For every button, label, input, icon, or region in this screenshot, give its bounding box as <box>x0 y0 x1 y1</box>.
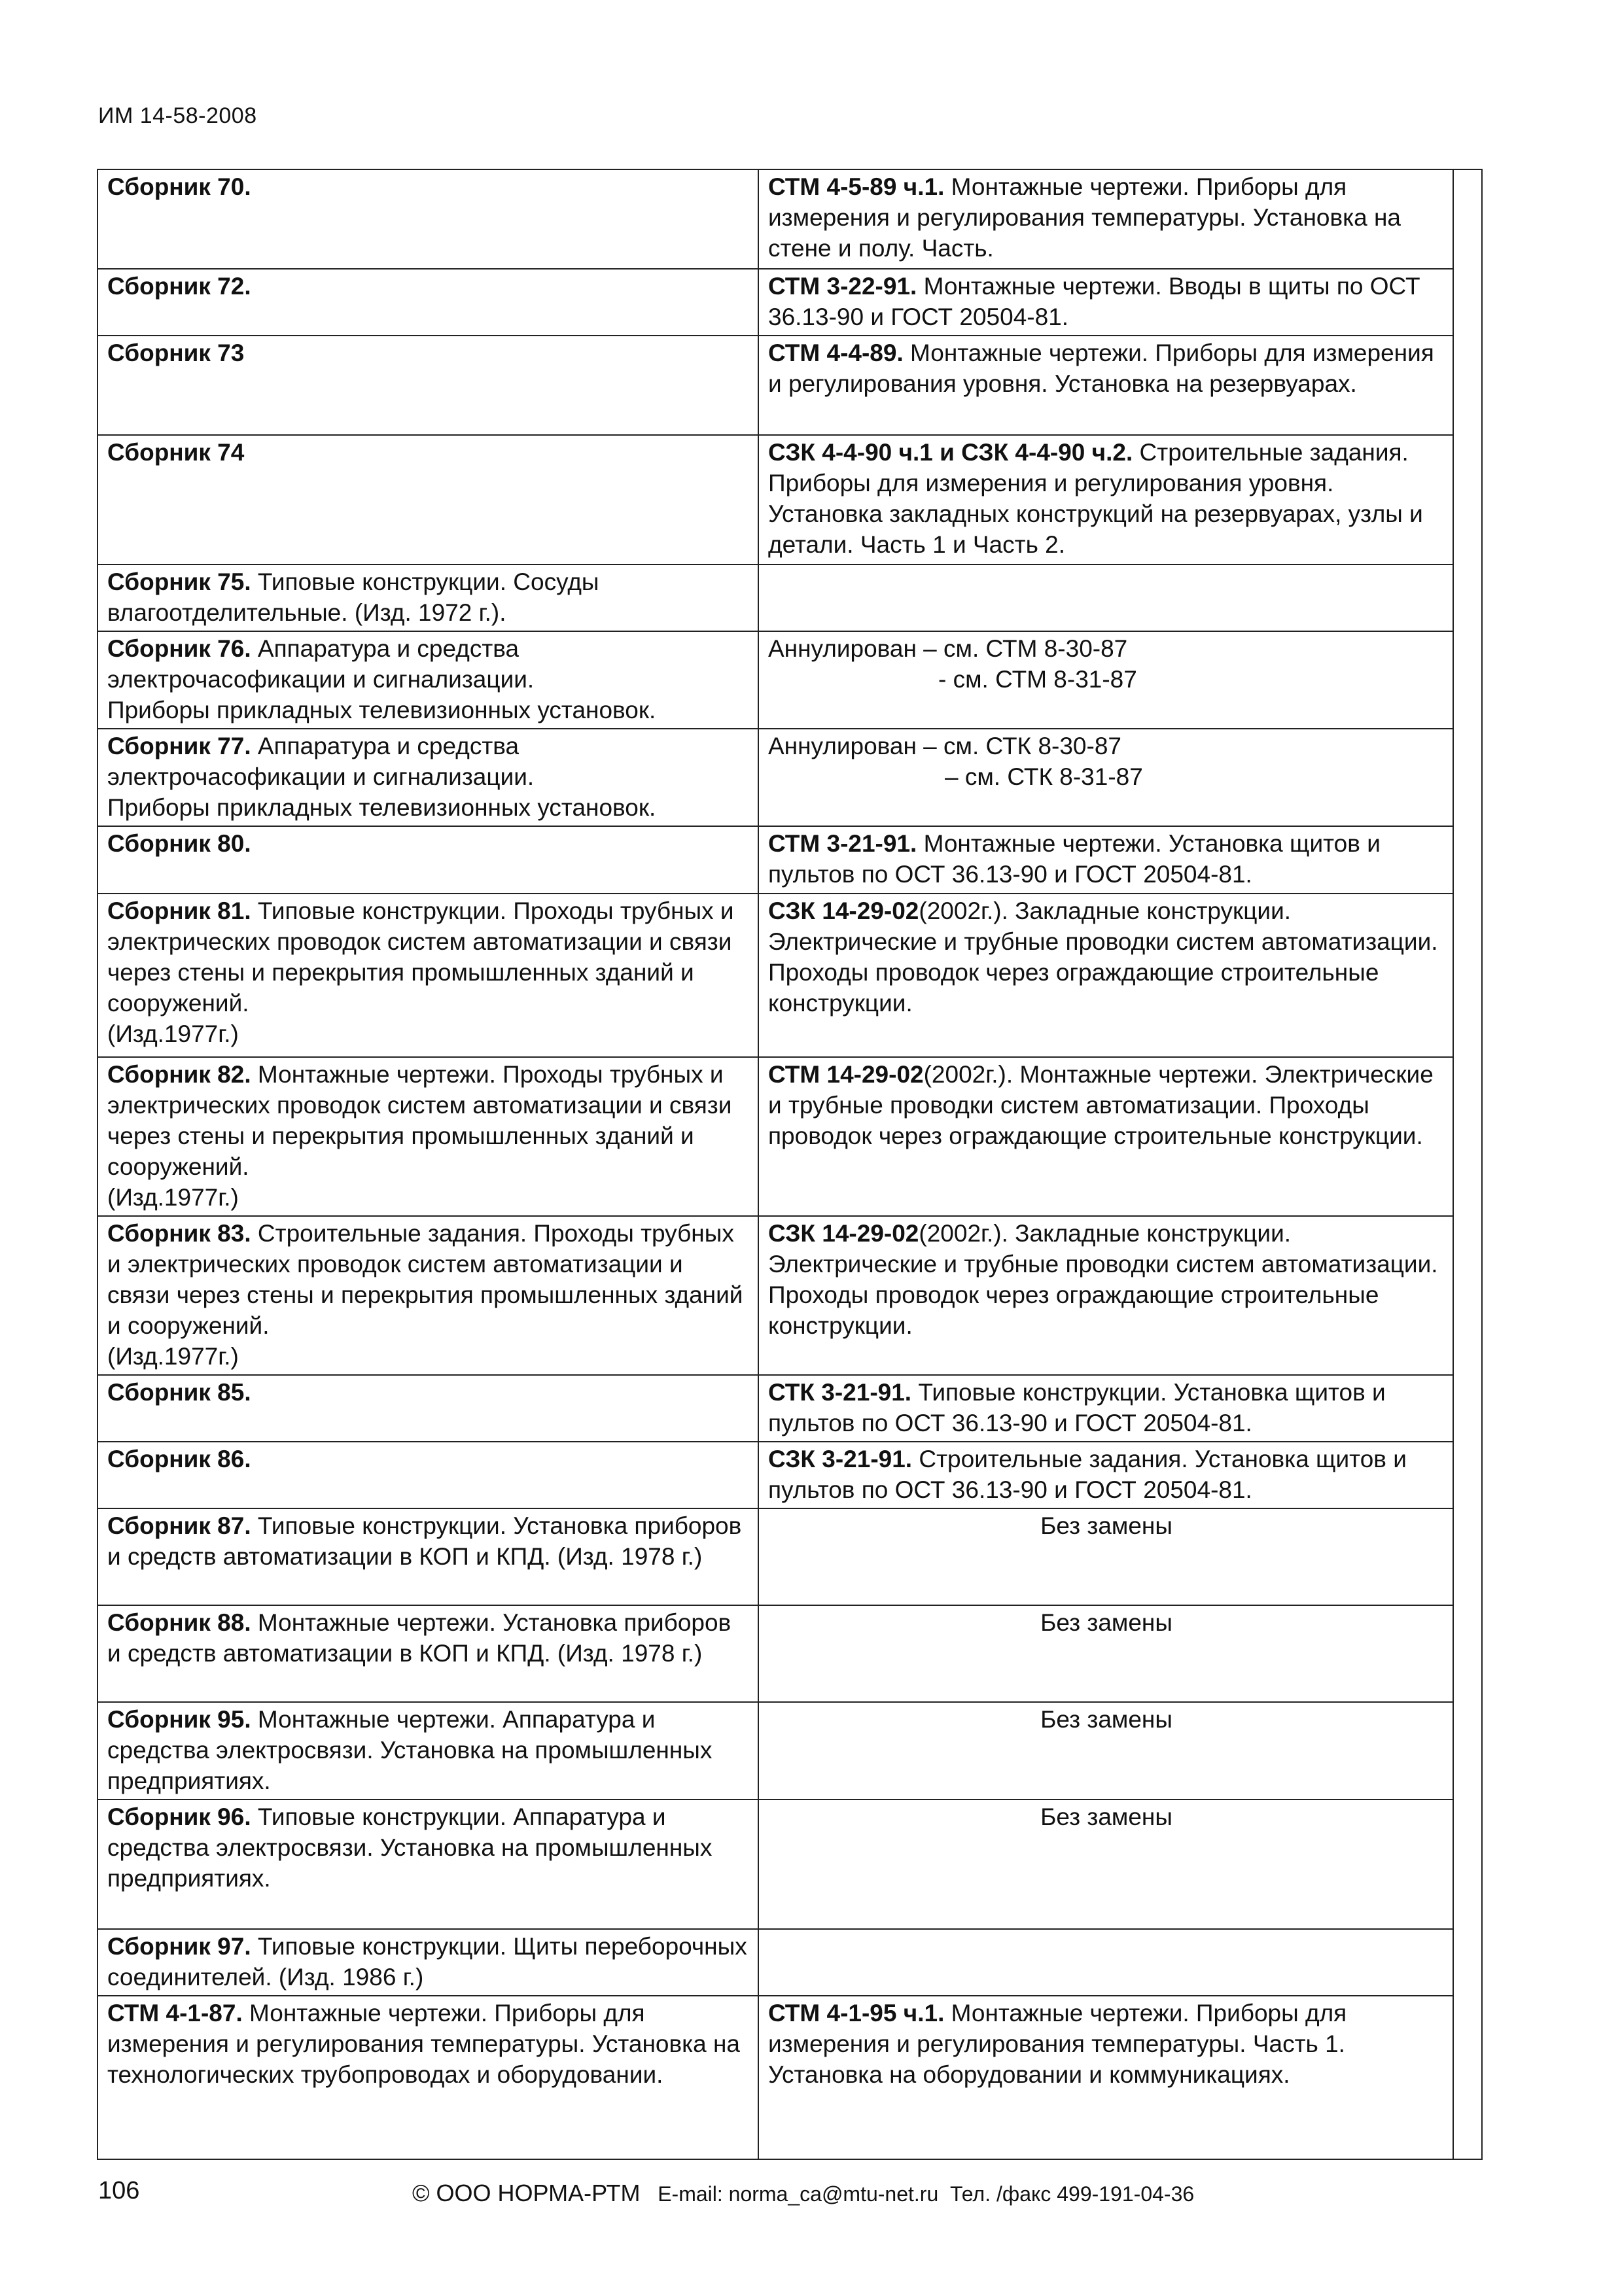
old-document-cell <box>97 1800 758 1929</box>
old-document-label: Сборник 75. <box>107 568 251 595</box>
old-document-label: Сборник 77. <box>107 733 251 759</box>
old-document-cell <box>97 1996 758 2159</box>
table-row <box>97 1057 1482 1216</box>
table-row <box>97 565 1482 631</box>
new-document-cell <box>758 894 1453 1057</box>
old-document-cell <box>97 1442 758 1508</box>
document-code: ИМ 14-58-2008 <box>98 103 257 128</box>
annulled-line: - см. СТМ 8-31-87 <box>938 666 1137 693</box>
table-row <box>97 1702 1482 1800</box>
old-document-text: Строительные задания. Проходы трубных и электрических проводок систем автоматизации и связи через стены и перекрытия промышленных зданий и сооружений. <box>107 1220 743 1339</box>
no-replacement-text: Без замены <box>1040 1512 1172 1539</box>
new-document-text: Монтажные чертежи. Приборы для измерения и регулирования температуры. Часть 1. Установка на оборудовании и коммуникациях. <box>768 2000 1347 2088</box>
page-number: 106 <box>98 2177 140 2204</box>
table-row <box>97 1442 1482 1508</box>
old-document-text: Типовые конструкции. Щиты переборочных соединителей. (Изд. 1986 г.) <box>107 1933 747 1991</box>
new-document-cell <box>758 729 1453 826</box>
old-document-label: Сборник 96. <box>107 1803 251 1830</box>
new-document-label: СЗК 4-4-90 ч.1 и СЗК 4-4-90 ч.2. <box>768 439 1133 466</box>
old-document-cell <box>97 729 758 826</box>
old-document-label: Сборник 72. <box>107 273 251 300</box>
new-document-cell <box>758 435 1453 565</box>
new-document-cell <box>758 1057 1453 1216</box>
old-document-cell <box>97 826 758 894</box>
new-document-label: СЗК 14-29-02 <box>768 1220 919 1247</box>
old-document-label: Сборник 95. <box>107 1706 251 1733</box>
new-document-text: Монтажные чертежи. Приборы для измерения и регулирования температуры. Установка на стене и полу. Часть. <box>768 173 1401 262</box>
old-document-label: Сборник 97. <box>107 1933 251 1960</box>
new-document-cell <box>758 1605 1453 1702</box>
old-document-text: Типовые конструкции. Проходы трубных и электрических проводок систем автоматизации и связи через стены и перекрытия промышленных зданий и сооружений. <box>107 897 734 1017</box>
table-row <box>97 435 1482 565</box>
old-document-label: Сборник 88. <box>107 1609 251 1636</box>
new-document-cell <box>758 631 1453 729</box>
old-document-cell <box>97 894 758 1057</box>
new-document-cell <box>758 1929 1453 1996</box>
new-document-text: Строительные задания. Установка щитов и пультов по ОСТ 36.13-90 и ГОСТ 20504-81. <box>768 1446 1407 1503</box>
old-document-text: Монтажные чертежи. Аппаратура и средства электросвязи. Установка на промышленных предприятиях. <box>107 1706 713 1794</box>
old-document-extra: (Изд.1977г.) <box>107 1184 239 1211</box>
new-document-text: Монтажные чертежи. Вводы в щиты по ОСТ 36.13-90 и ГОСТ 20504-81. <box>768 273 1420 330</box>
new-document-cell <box>758 336 1453 435</box>
new-document-text: Монтажные чертежи. Приборы для измерения и регулирования уровня. Установка на резервуарах. <box>768 339 1434 397</box>
new-document-text: Монтажные чертежи. Установка щитов и пультов по ОСТ 36.13-90 и ГОСТ 20504-81. <box>768 830 1381 888</box>
old-document-text: Монтажные чертежи. Проходы трубных и электрических проводок систем автоматизации и связи через стены и перекрытия промышленных зданий и сооружений. <box>107 1061 732 1180</box>
new-document-label: СТМ 14-29-02 <box>768 1061 924 1088</box>
old-document-label: Сборник 80. <box>107 830 251 857</box>
copyright: © ООО НОРМА-РТМ <box>412 2180 641 2206</box>
table-row <box>97 336 1482 435</box>
old-document-cell <box>97 1508 758 1605</box>
table-row <box>97 1800 1482 1929</box>
table-row <box>97 169 1482 269</box>
table-row <box>97 1375 1482 1442</box>
old-document-text: Типовые конструкции. Сосуды влагоотделительные. (Изд. 1972 г.). <box>107 568 599 626</box>
old-document-label: Сборник 76. <box>107 635 251 662</box>
old-document-label: Сборник 82. <box>107 1061 251 1088</box>
new-document-label: СЗК 14-29-02 <box>768 897 919 924</box>
old-document-text: Типовые конструкции. Аппаратура и средства электросвязи. Установка на промышленных предприятиях. <box>107 1803 713 1892</box>
extra-cell <box>1453 169 1482 2159</box>
new-document-cell <box>758 1996 1453 2159</box>
new-document-cell <box>758 1508 1453 1605</box>
new-document-cell <box>758 269 1453 336</box>
footer-email: E-mail: norma_ca@mtu-net.ru <box>658 2182 939 2206</box>
new-document-cell <box>758 1800 1453 1929</box>
new-document-cell <box>758 826 1453 894</box>
old-document-label: Сборник 83. <box>107 1220 251 1247</box>
annulled-line: – см. СТК 8-31-87 <box>945 763 1143 790</box>
old-document-cell <box>97 565 758 631</box>
old-document-extra: (Изд.1977г.) <box>107 1020 239 1047</box>
table-row <box>97 631 1482 729</box>
footer-phone: Тел. /факс 499-191-04-36 <box>950 2182 1195 2206</box>
new-document-cell <box>758 1375 1453 1442</box>
old-document-cell <box>97 435 758 565</box>
new-document-label: СТМ 4-4-89. <box>768 339 904 366</box>
replacement-table <box>97 169 1483 2160</box>
table-row <box>97 826 1482 894</box>
new-document-label: СТМ 3-21-91. <box>768 830 917 857</box>
table-row <box>97 1508 1482 1605</box>
old-document-extra: Приборы прикладных телевизионных установок. <box>107 697 656 723</box>
no-replacement-text: Без замены <box>1040 1706 1172 1733</box>
new-document-text: Строительные задания. Приборы для измерения и регулирования уровня. Установка закладных конструкций на резервуарах, узлы и детали. Часть 1 и Часть 2. <box>768 439 1423 558</box>
no-replacement-text: Без замены <box>1040 1609 1172 1636</box>
table-row <box>97 729 1482 826</box>
new-document-text: (2002г.). Монтажные чертежи. Электрические и трубные проводки систем автоматизации. Проходы проводок через ограждающие строительные конструкции. <box>768 1061 1434 1149</box>
old-document-text: Типовые конструкции. Установка приборов и средств автоматизации в КОП и КПД. (Изд. 1978 г.) <box>107 1512 742 1570</box>
old-document-label: Сборник 85. <box>107 1379 251 1406</box>
old-document-label: СТМ 4-1-87. <box>107 2000 243 2026</box>
new-document-cell <box>758 1216 1453 1375</box>
old-document-cell <box>97 269 758 336</box>
old-document-cell <box>97 1216 758 1375</box>
old-document-cell <box>97 1605 758 1702</box>
new-document-cell <box>758 1702 1453 1800</box>
old-document-cell <box>97 336 758 435</box>
old-document-text: Аппаратура и средства электрочасофикации и сигнализации. <box>107 733 535 790</box>
old-document-label: Сборник 74 <box>107 439 245 466</box>
footer <box>412 2180 1194 2207</box>
table-row <box>97 1605 1482 1702</box>
old-document-cell <box>97 1375 758 1442</box>
new-document-text: Типовые конструкции. Установка щитов и пультов по ОСТ 36.13-90 и ГОСТ 20504-81. <box>768 1379 1386 1436</box>
old-document-label: Сборник 73 <box>107 339 245 366</box>
old-document-text: Монтажные чертежи. Приборы для измерения и регулирования температуры. Установка на технологических трубопроводах и оборудовании. <box>107 2000 741 2088</box>
old-document-cell <box>97 1929 758 1996</box>
old-document-cell <box>97 1057 758 1216</box>
old-document-text: Аппаратура и средства электрочасофикации и сигнализации. <box>107 635 535 693</box>
table-row <box>97 1929 1482 1996</box>
old-document-text: Монтажные чертежи. Установка приборов и средств автоматизации в КОП и КПД. (Изд. 1978 г.) <box>107 1609 731 1667</box>
table-row <box>97 894 1482 1057</box>
old-document-extra: Приборы прикладных телевизионных установок. <box>107 794 656 821</box>
new-document-label: СТМ 4-5-89 ч.1. <box>768 173 945 200</box>
table-row <box>97 269 1482 336</box>
old-document-extra: (Изд.1977г.) <box>107 1343 239 1370</box>
old-document-cell <box>97 631 758 729</box>
table-row <box>97 1996 1482 2159</box>
new-document-label: СЗК 3-21-91. <box>768 1446 913 1472</box>
new-document-label: СТМ 4-1-95 ч.1. <box>768 2000 945 2026</box>
old-document-label: Сборник 86. <box>107 1446 251 1472</box>
new-document-label: СТК 3-21-91. <box>768 1379 912 1406</box>
new-document-cell <box>758 565 1453 631</box>
new-document-text: (2002г.). Закладные конструкции. Электрические и трубные проводки систем автоматизации. Проходы проводок через ограждающие строительные конструкции. <box>768 1220 1438 1339</box>
old-document-cell <box>97 169 758 269</box>
old-document-label: Сборник 70. <box>107 173 251 200</box>
new-document-cell <box>758 1442 1453 1508</box>
no-replacement-text: Без замены <box>1040 1803 1172 1830</box>
table-row <box>97 1216 1482 1375</box>
new-document-label: СТМ 3-22-91. <box>768 273 917 300</box>
annulled-line: Аннулирован – см. СТК 8-30-87 <box>768 733 1121 759</box>
old-document-label: Сборник 87. <box>107 1512 251 1539</box>
new-document-text: (2002г.). Закладные конструкции. Электрические и трубные проводки систем автоматизации. Проходы проводок через ограждающие строительные конструкции. <box>768 897 1438 1017</box>
new-document-cell <box>758 169 1453 269</box>
old-document-label: Сборник 81. <box>107 897 251 924</box>
annulled-line: Аннулирован – см. СТМ 8-30-87 <box>768 635 1128 662</box>
old-document-cell <box>97 1702 758 1800</box>
